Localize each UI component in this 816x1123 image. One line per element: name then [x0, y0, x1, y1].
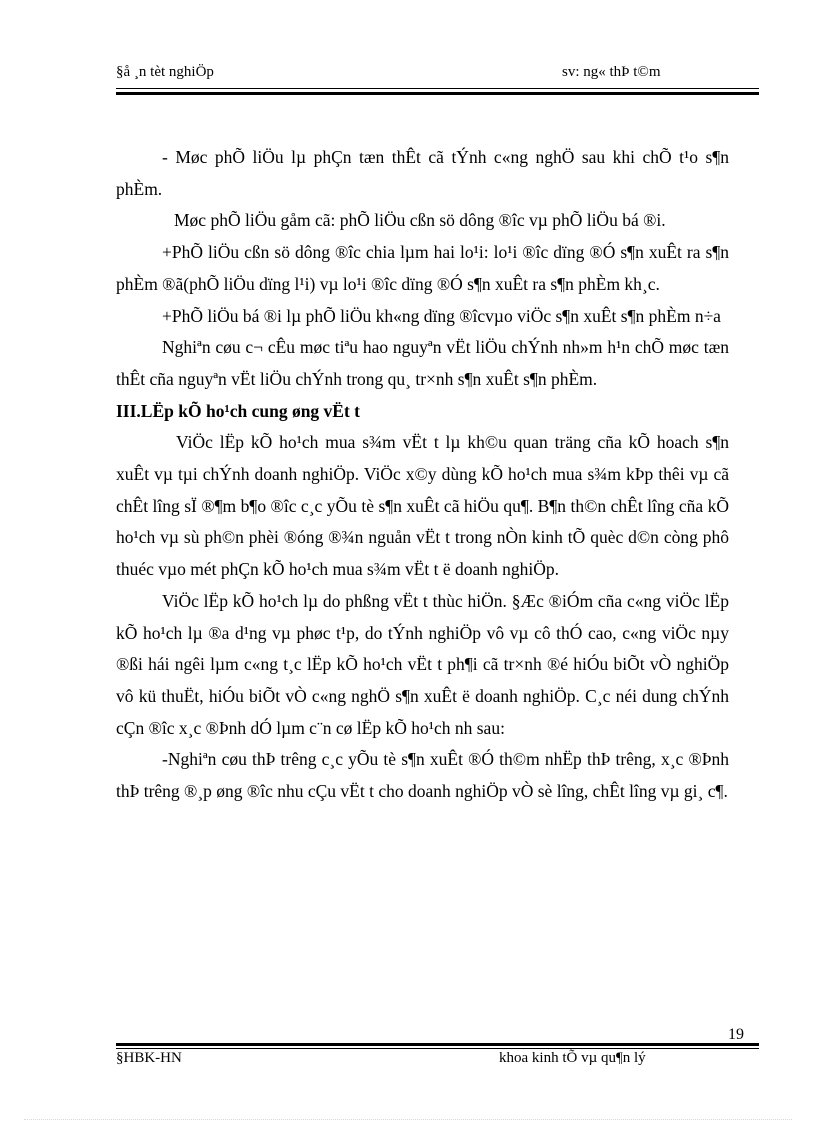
page-number: 19 [728, 1026, 744, 1043]
page-edge-divider [24, 1119, 792, 1120]
paragraph-scrap-types: Møc phÕ liÖu gåm cã: phÕ liÖu cßn sö dông ®îc vµ phÕ liÖu bá ®i. [174, 210, 666, 231]
paragraph-procurement-planning: ViÖc lËp kÕ ho¹ch mua s¾m vËt t lµ kh©u quan träng cña kÕ hoach s¶n xuÊt vµ tµi chÝnh doanh nghiÖp. ViÖc x©y dùng kÕ ho¹ch mua s¾m kÞp thêi vµ cã chÊt lîng sÏ ®¶m b¶o ®îc c¸c yÕu tè s¶n xuÊt cã hiÖu qu¶. B¶n th©n chÊt lîng cña kÕ ho¹ch vµ sù ph©n phèi ®óng ®¾n nguån vËt t trong nÒn kinh tÕ quèc d©n còng phô thuéc vµo mét phÇn kÕ ho¹ch mua s¾m vËt t ë doanh nghiÖp. [116, 432, 729, 580]
footer-faculty: khoa kinh tÕ vµ qu¶n lý [499, 1050, 646, 1066]
footer-institution: §HBK-HN [116, 1050, 182, 1066]
paragraph-reusable-scrap: +PhÕ liÖu cßn sö dông ®îc chia lµm hai lo¹i: lo¹i ®îc dïng ®Ó s¶n xuÊt ra s¶n phÈm ®ã(phÕ liÖu dïng l¹i) vµ lo¹i ®îc dïng ®Ó s¶n xuÊt ra s¶n phÈm kh¸c. [116, 242, 729, 294]
page-header [116, 64, 758, 86]
header-document-title: §å ¸n tèt nghiÖp [116, 64, 214, 80]
header-student-name: sv: ng« thÞ t©m [562, 64, 661, 80]
page-body [116, 142, 729, 808]
paragraph-consumption-study: Nghiªn cøu c¬ cÊu møc tiªu hao nguyªn vËt liÖu chÝnh nh»m h¹n chÕ møc tæn thÊt cña nguyªn vËt liÖu chÝnh trong qu¸ tr×nh s¶n xuÊt s¶n phÈm. [116, 337, 729, 389]
footer-rule-thin [116, 1048, 759, 1049]
header-rule-thick [116, 92, 759, 95]
paragraph-scrap-rate: - Møc phÕ liÖu lµ phÇn tæn thÊt cã tÝnh c«ng nghÖ sau khi chÕ t¹o s¶n phÈm. [116, 147, 729, 199]
header-rule-thin [116, 88, 759, 89]
page-footer [116, 1050, 758, 1072]
paragraph-planning-department: ViÖc lËp kÕ ho¹ch lµ do phßng vËt t thùc hiÖn. §Æc ®iÓm cña c«ng viÖc lËp kÕ ho¹ch lµ ®a d¹ng vµ phøc t¹p, do tÝnh nghiÖp vô vµ cô thÓ cao, c«ng viÖc nµy ®ßi hái ngêi lµm c«ng t¸c lËp kÕ ho¹ch vËt t ph¶i cã tr×nh ®é hiÓu biÕt vÒ nghiÖp vô kü thuËt, hiÓu biÕt vÒ c«ng nghÖ s¶n xuÊt ë doanh nghiÖp. C¸c néi dung chÝnh cÇn ®îc x¸c ®Þnh dÓ lµm c¨n cø lËp kÕ ho¹ch nh sau: [116, 590, 729, 738]
footer-rule-thick [116, 1043, 759, 1046]
section-heading: III.LËp kÕ ho¹ch cung øng vËt t [116, 400, 361, 421]
paragraph-market-research: -Nghiªn cøu thÞ trêng c¸c yÕu tè s¶n xuÊt ®Ó th©m nhËp thÞ trêng, x¸c ®Þnh thÞ trêng ®¸p øng ®îc nhu cÇu vËt t cho doanh nghiÖp vÒ sè lîng, chÊt lîng vµ gi¸ c¶. [116, 749, 729, 802]
paragraph-discarded-scrap: +PhÕ liÖu bá ®i lµ phÕ liÖu kh«ng dïng ®îcvµo viÖc s¶n xuÊt s¶n phÈm n÷a [162, 305, 721, 326]
